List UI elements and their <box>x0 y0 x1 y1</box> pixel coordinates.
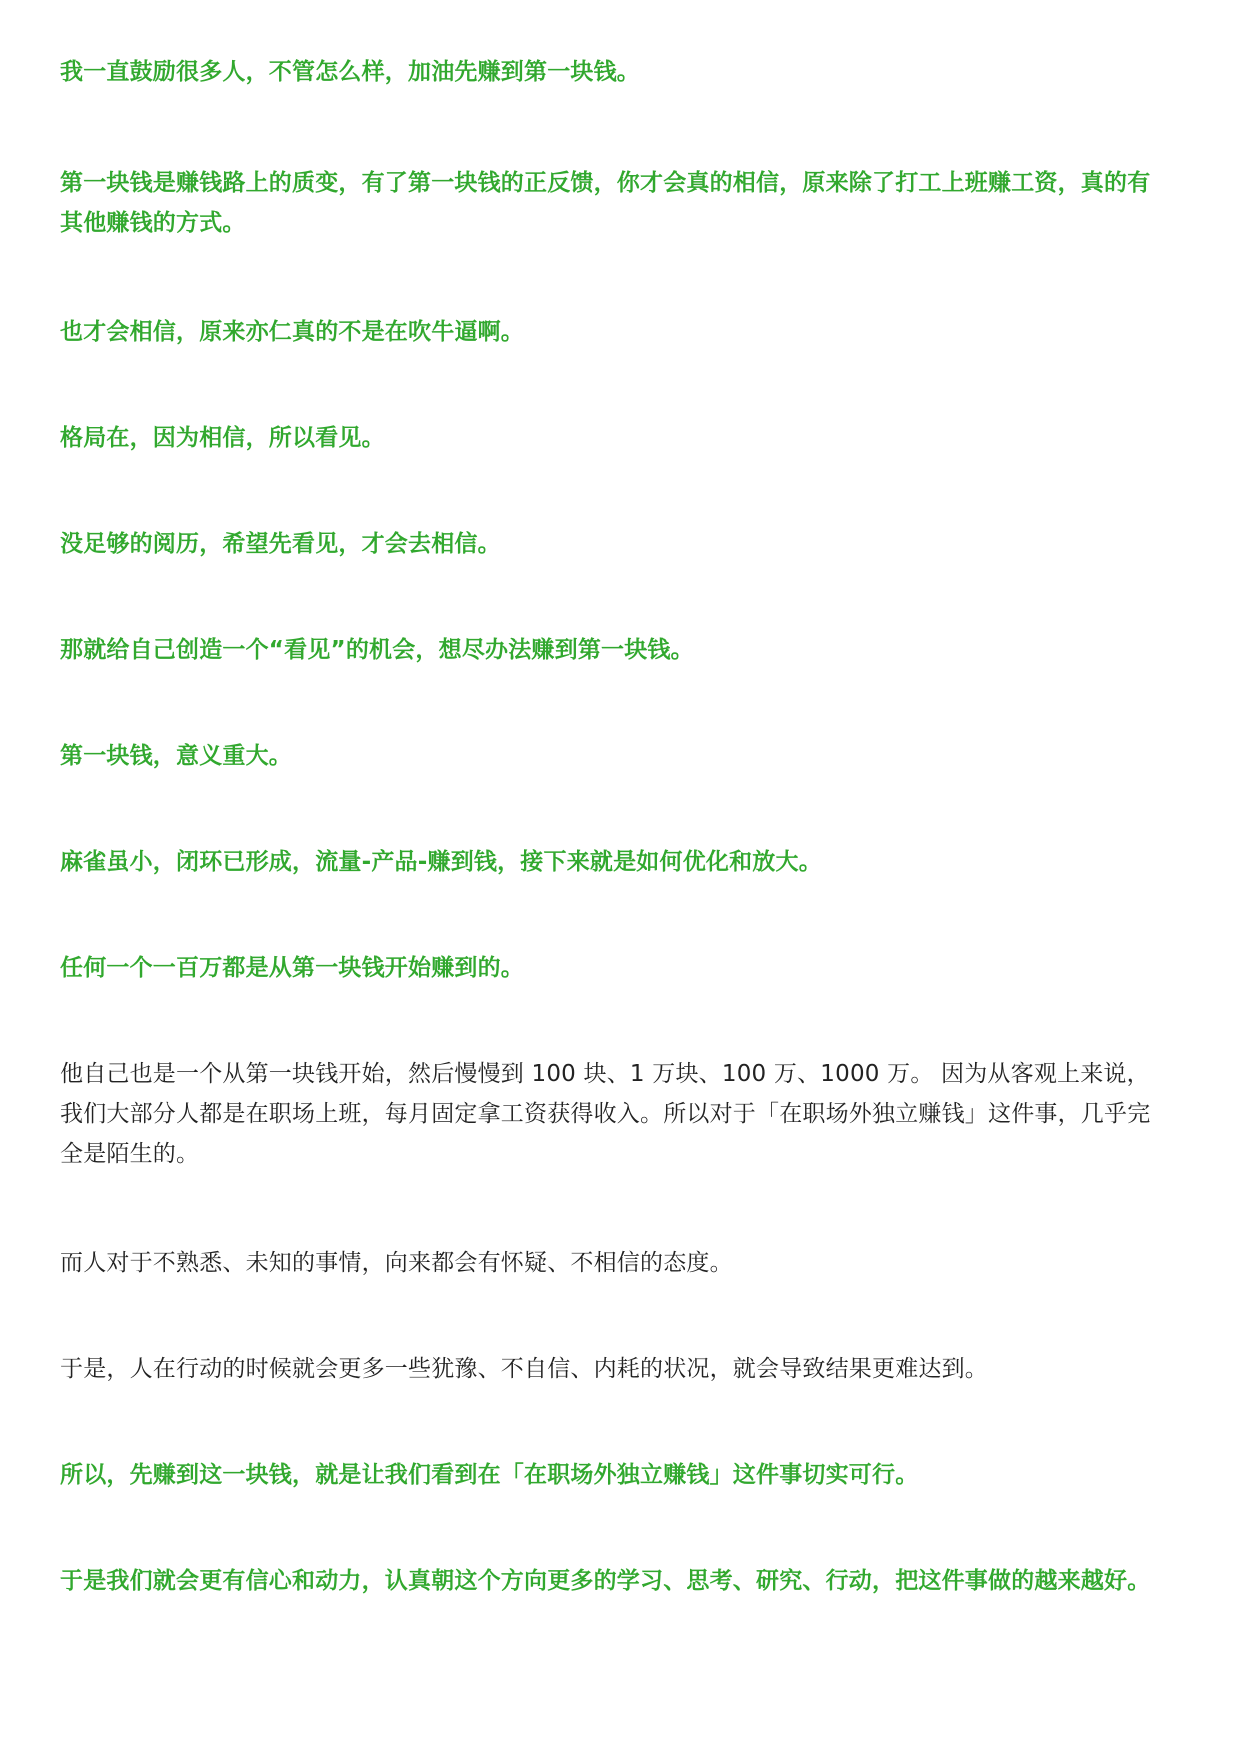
paragraph-12: 于是，人在行动的时候就会更多一些犹豫、不自信、内耗的状况，就会导致结果更难达到。 <box>60 1356 988 1382</box>
paragraph-1: 我一直鼓励很多人，不管怎么样，加油先赚到第一块钱。 <box>60 59 640 85</box>
paragraph-5: 没足够的阅历，希望先看见，才会去相信。 <box>60 531 501 557</box>
paragraph-8: 麻雀虽小，闭环已形成，流量-产品-赚到钱，接下来就是如何优化和放大。 <box>60 849 822 875</box>
paragraph-13: 所以，先赚到这一块钱，就是让我们看到在「在职场外独立赚钱」这件事切实可行。 <box>60 1462 919 1488</box>
paragraph-10: 他自己也是一个从第一块钱开始，然后慢慢到 100 块、1 万块、100 万、1000 万。 因为从客观上来说，我们大部分人都是在职场上班，每月固定拿工资获得收入。所以对于「在职场外独立赚钱」这件事，几乎完全是陌生的。 <box>60 1061 1151 1167</box>
paragraph-14: 于是我们就会更有信心和动力，认真朝这个方向更多的学习、思考、研究、行动，把这件事做的越来越好。 <box>60 1568 1151 1594</box>
paragraph-3: 也才会相信，原来亦仁真的不是在吹牛逼啊。 <box>60 319 524 345</box>
paragraph-4: 格局在，因为相信，所以看见。 <box>60 425 385 451</box>
paragraph-9: 任何一个一百万都是从第一块钱开始赚到的。 <box>60 955 524 981</box>
paragraph-7: 第一块钱，意义重大。 <box>60 743 292 769</box>
paragraph-6: 那就给自己创造一个“看见”的机会，想尽办法赚到第一块钱。 <box>60 637 694 663</box>
paragraph-11: 而人对于不熟悉、未知的事情，向来都会有怀疑、不相信的态度。 <box>60 1250 733 1276</box>
paragraph-2: 第一块钱是赚钱路上的质变，有了第一块钱的正反馈，你才会真的相信，原来除了打工上班赚工资，真的有其他赚钱的方式。 <box>60 170 1151 236</box>
